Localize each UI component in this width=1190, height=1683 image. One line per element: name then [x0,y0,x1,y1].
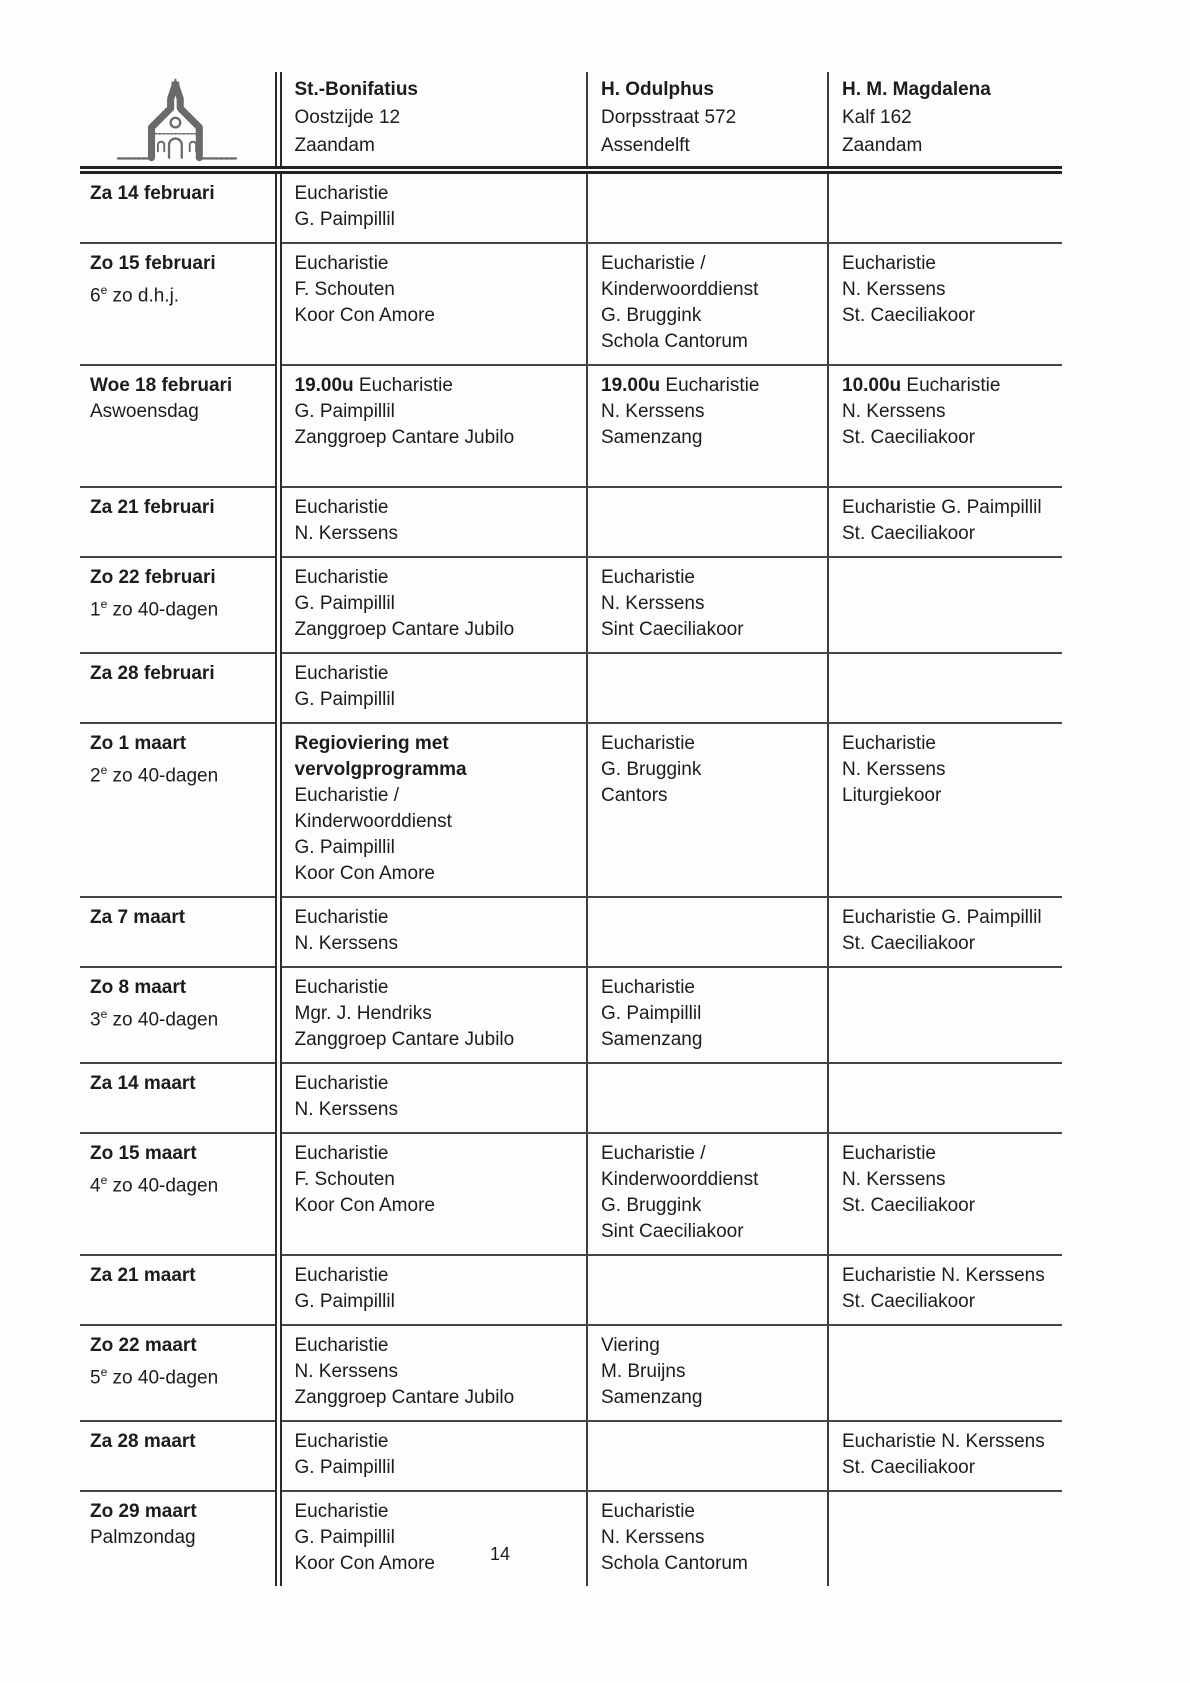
service-line: Eucharistie / [601,253,706,274]
service-line: St. Caeciliakoor [842,1457,976,1478]
date-sublabel: Palmzondag [90,1527,196,1548]
service-line: Eucharistie [294,183,389,204]
date-label: Zo 22 maart [90,1335,197,1356]
date-cell [80,243,278,365]
date-sublabel: 2e zo 40-dagen [90,763,219,787]
date-label: Za 28 maart [90,1431,196,1452]
date-label: Woe 18 februari [90,375,233,396]
service-line: N. Kerssens [842,1169,946,1190]
table-row [80,557,1062,653]
date-sublabel: 3e zo 40-dagen [90,1007,219,1031]
header-row [80,72,1062,170]
date-sublabel: 4e zo 40-dagen [90,1173,219,1197]
date-cell [80,1325,278,1421]
service-cell [278,723,587,897]
service-cell [587,1255,828,1325]
date-label: Zo 1 maart [90,733,187,754]
service-line: G. Paimpillil [294,837,395,858]
service-line: Koor Con Amore [294,1195,435,1216]
page-number: 14 [489,1544,511,1564]
service-line: St. Caeciliakoor [842,523,976,544]
service-line: N. Kerssens [294,1099,398,1120]
church-column-header-bonifatius [278,72,587,170]
service-line: F. Schouten [294,1169,395,1190]
service-line: Regioviering met [294,733,449,754]
table-row [80,170,1062,243]
service-line: Eucharistie [294,497,389,518]
service-line: Eucharistie [294,1073,389,1094]
service-cell [278,487,587,557]
service-cell [278,1063,587,1133]
service-cell [828,723,1062,897]
schedule-table-container [80,72,1062,1586]
service-line: Eucharistie [601,567,695,588]
date-cell [80,967,278,1063]
service-line: Eucharistie [601,977,695,998]
service-line: Kinderwoorddienst [601,1169,759,1190]
schedule-table [80,72,1062,1586]
service-line: Zanggroep Cantare Jubilo [294,1029,515,1050]
table-row [80,723,1062,897]
church-column-header-odulphus [587,72,828,170]
church-name: H. Odulphus [601,79,714,100]
service-cell [587,365,828,487]
service-line: Eucharistie [294,907,389,928]
table-row [80,1133,1062,1255]
service-line: Viering [601,1335,660,1356]
church-address: Oostzijde 12 [294,107,401,128]
service-line: Eucharistie G. Paimpillil [842,497,1042,518]
date-label: Zo 15 maart [90,1143,197,1164]
service-line: St. Caeciliakoor [842,1291,976,1312]
service-line: G. Paimpillil [294,209,395,230]
date-cell [80,1491,278,1586]
table-row [80,1491,1062,1586]
service-cell [587,897,828,967]
date-cell [80,897,278,967]
date-cell [80,1421,278,1491]
date-label: Zo 22 februari [90,567,216,588]
church-column-header-magdalena [828,72,1062,170]
church-address: Kalf 162 [842,107,912,128]
date-label: Zo 8 maart [90,977,187,998]
service-line: G. Paimpillil [601,1003,702,1024]
service-line: Eucharistie N. Kerssens [842,1265,1045,1286]
service-line: Eucharistie G. Paimpillil [842,907,1042,928]
service-line: Koor Con Amore [294,305,435,326]
date-cell [80,170,278,243]
service-line: N. Kerssens [842,401,946,422]
table-row [80,243,1062,365]
service-cell [278,557,587,653]
service-cell [828,170,1062,243]
service-line: G. Bruggink [601,305,702,326]
service-line: G. Paimpillil [294,593,395,614]
service-line: Samenzang [601,427,703,448]
table-row [80,967,1062,1063]
service-line: Eucharistie [294,1265,389,1286]
service-line: N. Kerssens [842,759,946,780]
service-cell [828,1133,1062,1255]
table-row [80,897,1062,967]
date-cell [80,1133,278,1255]
service-line: Eucharistie [294,1431,389,1452]
date-label: Zo 15 februari [90,253,216,274]
service-cell [828,653,1062,723]
service-cell [828,1491,1062,1586]
service-line: Zanggroep Cantare Jubilo [294,619,515,640]
service-line: vervolgprogramma [294,759,467,780]
service-line: Kinderwoorddienst [601,279,759,300]
table-row [80,1325,1062,1421]
service-line: Eucharistie [294,977,389,998]
service-line: Kinderwoorddienst [294,811,452,832]
service-line: Koor Con Amore [294,863,435,884]
date-sublabel: Aswoensdag [90,401,199,422]
date-sublabel: 5e zo 40-dagen [90,1365,219,1389]
service-line: Zanggroep Cantare Jubilo [294,1387,515,1408]
service-line: St. Caeciliakoor [842,1195,976,1216]
date-label: Za 7 maart [90,907,186,928]
service-line: N. Kerssens [294,933,398,954]
church-name: St.-Bonifatius [294,79,418,100]
service-cell [587,1063,828,1133]
service-cell [278,365,587,487]
service-line: G. Bruggink [601,759,702,780]
church-city: Zaandam [842,135,923,156]
table-row [80,1421,1062,1491]
church-address: Dorpsstraat 572 [601,107,737,128]
date-cell [80,653,278,723]
service-cell [828,557,1062,653]
table-row [80,365,1062,487]
date-cell [80,1063,278,1133]
church-city: Zaandam [294,135,375,156]
service-line: Sint Caeciliakoor [601,1221,744,1242]
service-line: G. Paimpillil [294,1527,395,1548]
service-line: Eucharistie [294,1143,389,1164]
service-line: N. Kerssens [601,401,705,422]
service-line: M. Bruijns [601,1361,686,1382]
service-cell [278,897,587,967]
schedule-body [80,170,1062,1586]
service-line: G. Bruggink [601,1195,702,1216]
service-cell [587,243,828,365]
service-line: Eucharistie N. Kerssens [842,1431,1045,1452]
service-line: Liturgiekoor [842,785,942,806]
service-cell [278,170,587,243]
date-label: Za 21 februari [90,497,215,518]
table-row [80,1063,1062,1133]
service-line: Eucharistie [842,1143,936,1164]
service-line: N. Kerssens [294,1361,398,1382]
service-cell [828,1325,1062,1421]
service-line: Schola Cantorum [601,1553,748,1574]
service-line: N. Kerssens [601,1527,705,1548]
service-line: N. Kerssens [294,523,398,544]
service-cell [828,1063,1062,1133]
date-label: Za 14 maart [90,1073,196,1094]
date-cell [80,557,278,653]
service-line: G. Paimpillil [294,689,395,710]
date-label: Za 14 februari [90,183,215,204]
service-line: G. Paimpillil [294,1457,395,1478]
table-header [80,72,1062,170]
service-cell [828,1255,1062,1325]
service-cell [278,1133,587,1255]
service-line: Cantors [601,785,668,806]
service-cell [278,1421,587,1491]
date-label: Za 21 maart [90,1265,196,1286]
service-line: Eucharistie [601,733,695,754]
service-line: 19.00u Eucharistie [601,375,760,396]
service-cell [587,967,828,1063]
service-line: Eucharistie [294,663,389,684]
service-cell [587,1133,828,1255]
service-line: Eucharistie [601,1501,695,1522]
service-line: Samenzang [601,1029,703,1050]
service-cell [587,557,828,653]
service-line: Eucharistie [294,567,389,588]
service-cell [278,1325,587,1421]
service-cell [587,170,828,243]
date-label: Zo 29 maart [90,1501,197,1522]
service-line: 10.00u Eucharistie [842,375,1001,396]
logo-cell [80,72,278,170]
service-line: Eucharistie [294,1501,389,1522]
service-cell [828,1421,1062,1491]
service-cell [828,243,1062,365]
date-cell [80,365,278,487]
service-line: St. Caeciliakoor [842,427,976,448]
service-cell [828,365,1062,487]
service-cell [828,487,1062,557]
church-logo-icon [113,78,241,164]
date-cell [80,723,278,897]
service-line: Schola Cantorum [601,331,748,352]
service-line: Samenzang [601,1387,703,1408]
service-line: St. Caeciliakoor [842,305,976,326]
service-line: N. Kerssens [842,279,946,300]
service-line: Mgr. J. Hendriks [294,1003,432,1024]
table-row [80,653,1062,723]
service-cell [278,653,587,723]
service-cell [828,967,1062,1063]
service-cell [278,967,587,1063]
church-name: H. M. Magdalena [842,79,991,100]
service-line: Eucharistie [294,253,389,274]
service-cell [587,1491,828,1586]
service-line: Eucharistie / [294,785,400,806]
date-label: Za 28 februari [90,663,215,684]
table-row [80,1255,1062,1325]
service-cell [587,653,828,723]
date-cell [80,1255,278,1325]
service-cell [587,1421,828,1491]
service-line: Sint Caeciliakoor [601,619,744,640]
service-line: St. Caeciliakoor [842,933,976,954]
date-sublabel: 6e zo d.h.j. [90,283,180,307]
service-line: Koor Con Amore [294,1553,435,1574]
service-line: 19.00u Eucharistie [294,375,453,396]
service-line: Zanggroep Cantare Jubilo [294,427,515,448]
service-cell [587,1325,828,1421]
service-cell [587,723,828,897]
service-line: Eucharistie / [601,1143,706,1164]
service-line: N. Kerssens [601,593,705,614]
service-line [295,451,581,477]
service-line: G. Paimpillil [294,1291,395,1312]
service-cell [828,897,1062,967]
service-cell [587,487,828,557]
service-cell [278,1491,587,1586]
service-line: Eucharistie [294,1335,389,1356]
service-line: F. Schouten [294,279,395,300]
service-cell [278,243,587,365]
date-sublabel: 1e zo 40-dagen [90,597,219,621]
table-row [80,487,1062,557]
date-cell [80,487,278,557]
church-city: Assendelft [601,135,690,156]
service-line: G. Paimpillil [294,401,395,422]
service-line: Eucharistie [842,733,936,754]
service-line: Eucharistie [842,253,936,274]
service-cell [278,1255,587,1325]
